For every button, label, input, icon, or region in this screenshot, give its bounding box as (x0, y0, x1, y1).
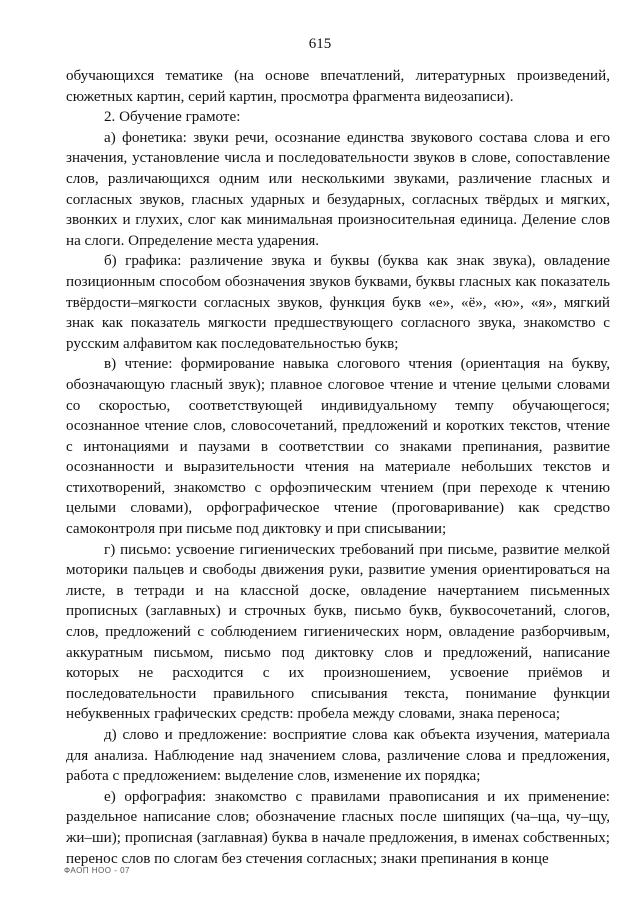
body-text (66, 66, 610, 869)
paragraph-phonetics: а) фонетика: звуки речи, осознание единства звукового состава слова и его значения, установление числа и последовательности звуков в слове, сопоставление слов, различающихся одним или несколькими звуками, различение гласных и согласных звуков, гласных ударных и безударных, согласных твёрдых и мягких, звонких и глухих, слог как минимальная произносительная единица. Деление слов на слоги. Определение места ударения. (66, 129, 610, 249)
paragraph-writing: г) письмо: усвоение гигиенических требований при письме, развитие мелкой моторики пальцев и свободы движения руки, развитие умения ориентироваться на листе, в тетради и на классной доске, овладение начертанием письменных прописных (заглавных) и строчных букв, письмо букв, буквосочетаний, слогов, слов, предложений с соблюдением гигиенических норм, овладение разборчивым, аккуратным письмом, письмо под диктовку слов и предложений, написание которых не расходится с их произношением, усвоение приёмов и последовательности правильного списывания текста, понимание функции небуквенных графических средств: пробела между словами, знака переноса; (66, 541, 610, 723)
paragraph-word-sentence: д) слово и предложение: восприятие слова как объекта изучения, материала для анализа. Наблюдение над значением слова, различение слова и предложения, работа с предложением: выделение слов, изменение их порядка; (66, 727, 610, 785)
paragraph-section-heading: 2. Обучение грамоте: (104, 109, 241, 126)
paragraph-orthography: е) орфография: знакомство с правилами правописания и их применение: раздельное написание слов; обозначение гласных после шипящих (ча–ща, чу–щу, жи–ши); прописная (заглавная) буква в начале предложения, в именах собственных; перенос слов по слогам без стечения согласных; знаки препинания в конце (66, 788, 610, 867)
paragraph-continuation: обучающихся тематике (на основе впечатлений, литературных произведений, сюжетных картин, серий картин, просмотра фрагмента видеозаписи). (66, 68, 610, 105)
paragraph-reading: в) чтение: формирование навыка слогового чтения (ориентация на букву, обозначающую гласный звук); плавное слоговое чтение и чтение целыми словами со скоростью, соответствующей индивидуальному темпу обучающегося; осознанное чтение слов, словосочетаний, предложений и коротких текстов, чтение с интонациями и паузами в соответствии со знаками препинания, развитие осознанности и выразительности чтения на материале небольших текстов и стихотворений, знакомство с орфоэпическим чтением (при переходе к чтению целыми словами), орфографическое чтение (проговаривание) как средство самоконтроля при письме под диктовку и при списывании; (66, 356, 610, 538)
paragraph-graphics: б) графика: различение звука и буквы (буква как знак звука), овладение позиционным способом обозначения звуков буквами, буквы гласных как показатель твёрдости–мягкости согласных звуков, функция букв «е», «ё», «ю», «я», мягкий знак как показатель мягкости предшествующего согласного звука, знакомство с русским алфавитом как последовательностью букв; (66, 253, 610, 352)
page-number: 615 (308, 36, 332, 52)
footer-code: ФАОП НОО - 07 (64, 866, 130, 875)
